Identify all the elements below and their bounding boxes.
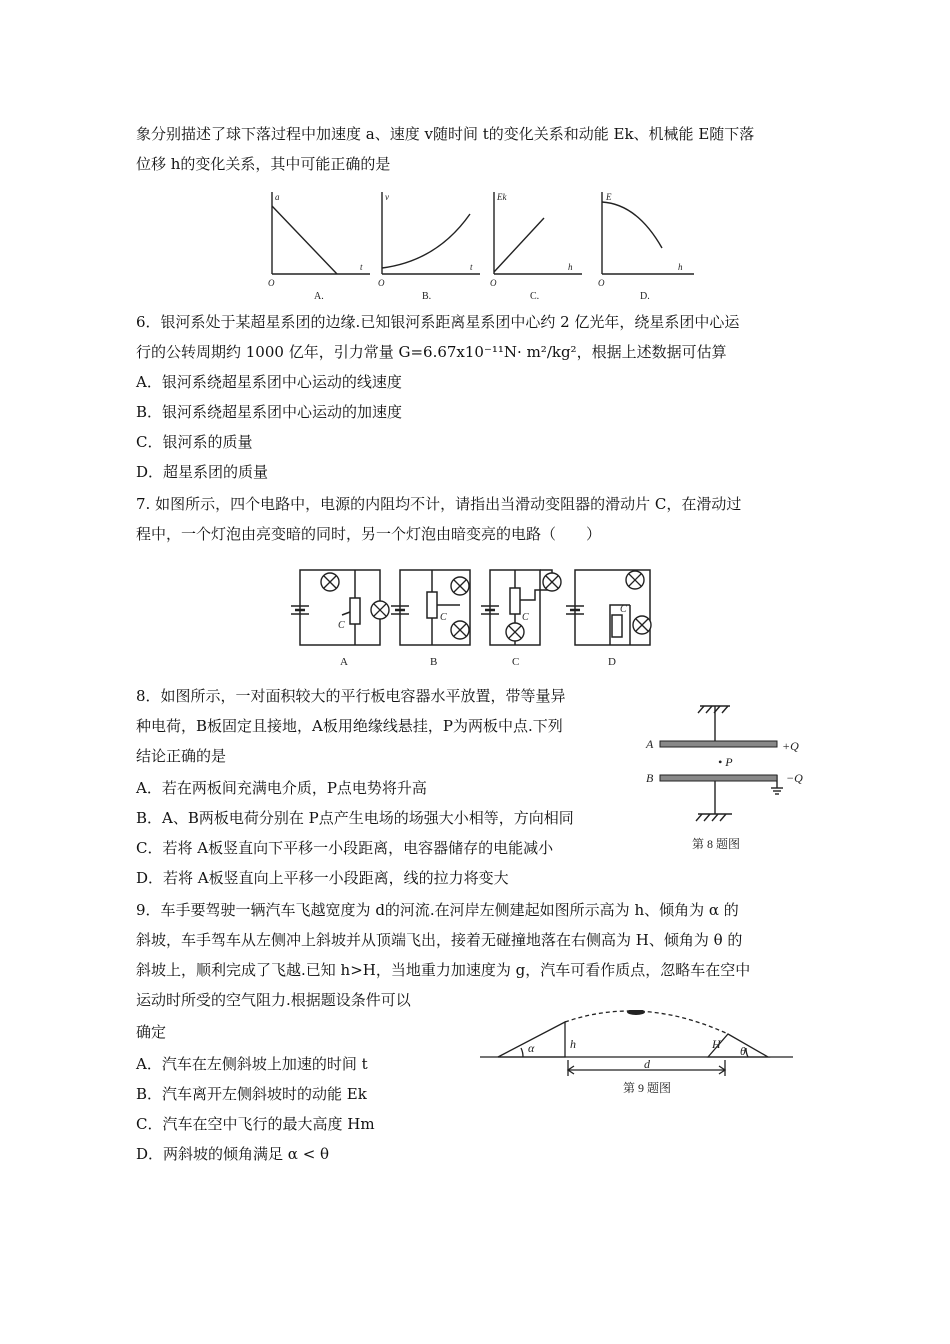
graph-b-ylabel: v xyxy=(385,192,389,202)
q9-option-d: D．两斜坡的倾角满足 α < θ xyxy=(136,1145,330,1163)
q8-option-b: B．A、B两板电荷分别在 P点产生电场的场强大小相等，方向相同 xyxy=(136,809,574,827)
height-h-label: h xyxy=(570,1037,576,1051)
q9-text-line4: 运动时所受的空气阻力.根据题设条件可以 xyxy=(136,991,411,1009)
q6-option-a: A．银河系绕超星系团中心运动的线速度 xyxy=(136,373,402,391)
q9-text-line3: 斜坡上，顺利完成了飞越.已知 h>H，当地重力加速度为 g，汽车可看作质点，忽略车在空中 xyxy=(136,961,751,979)
q8-text-line1: 8．如图所示，一对面积较大的平行板电容器水平放置，带等量异 xyxy=(136,687,566,705)
circuit-a-label: A xyxy=(340,656,348,668)
graph-c-ylabel: Ek xyxy=(497,192,507,202)
q6-text-line1: 6．银河系处于某超星系团的边缘.已知银河系距离星系团中心约 2 亿光年，绕星系团中心运 xyxy=(136,313,740,331)
graph-a-label: A. xyxy=(314,291,324,302)
circuit-c-slider-label: C xyxy=(522,612,529,623)
q7-text-line2: 程中，一个灯泡由亮变暗的同时，另一个灯泡由暗变亮的电路（ ） xyxy=(136,525,602,543)
q7-circuits-figure xyxy=(290,560,670,675)
graph-d-origin: O xyxy=(598,278,605,288)
circuit-b-slider-label: C xyxy=(440,612,447,623)
q9-option-c: C．汽车在空中飞行的最大高度 Hm xyxy=(136,1115,375,1133)
graph-b-origin: O xyxy=(378,278,385,288)
q8-figure-caption: 第 8 题图 xyxy=(692,837,741,851)
graph-d-curve xyxy=(602,202,662,248)
plate-a-label: A xyxy=(646,737,654,751)
charge-plus-label: +Q xyxy=(782,739,799,753)
q6-option-c: C．银河系的质量 xyxy=(136,433,253,451)
q8-text-line3: 结论正确的是 xyxy=(136,747,227,765)
q5-text-line2: 位移 h的变化关系，其中可能正确的是 xyxy=(136,155,391,173)
plate-b xyxy=(660,775,777,781)
circuit-b-label: B xyxy=(430,656,438,668)
graph-b-label: B. xyxy=(422,291,432,302)
circuit-d-label: D xyxy=(608,656,616,668)
circuit-a-slider-label: C xyxy=(338,620,345,631)
q8-capacitor-figure xyxy=(640,696,830,861)
q9-option-b: B．汽车离开左侧斜坡时的动能 Ek xyxy=(136,1085,367,1103)
q6-text-line2: 行的公转周期约 1000 亿年，引力常量 G=6.67x10⁻¹¹N· m²/kg²，根据上述数据可估算 xyxy=(136,343,727,361)
graph-d-ylabel: E xyxy=(606,192,612,202)
q6-option-d: D．超星系团的质量 xyxy=(136,463,269,481)
point-p-label: • P xyxy=(718,755,733,769)
graph-c-label: C. xyxy=(530,291,540,302)
graph-b-curve xyxy=(382,214,470,268)
width-d-label: d xyxy=(644,1057,650,1071)
q7-text-line1: 7. 如图所示，四个电路中，电源的内阻均不计，请指出当滑动变阻器的滑动片 C，在滑动过 xyxy=(136,495,742,513)
graph-d-label: D. xyxy=(640,291,650,302)
graph-a-xlabel: t xyxy=(360,262,363,272)
plate-b-label: B xyxy=(646,771,654,785)
car-icon xyxy=(627,1010,645,1015)
q9-jump-figure xyxy=(478,1010,798,1100)
graph-c-xlabel: h xyxy=(568,262,573,272)
q9-text-line1: 9．车手要驾驶一辆汽车飞越宽度为 d的河流.在河岸左侧建起如图所示高为 h、倾角为 α 的 xyxy=(136,901,739,919)
q8-option-d: D．若将 A板竖直向上平移一小段距离，线的拉力将变大 xyxy=(136,869,509,887)
graph-b-xlabel: t xyxy=(470,262,473,272)
charge-minus-label: −Q xyxy=(786,771,803,785)
circuit-d-slider-label: C xyxy=(620,604,627,615)
q9-text-line5: 确定 xyxy=(136,1023,167,1041)
graph-c-origin: O xyxy=(490,278,497,288)
q8-option-a: A．若在两板间充满电介质，P点电势将升高 xyxy=(136,779,427,797)
circuit-c-label: C xyxy=(512,656,520,668)
angle-alpha-label: α xyxy=(528,1041,535,1055)
graph-a-ylabel: a xyxy=(275,192,280,202)
angle-theta-label: θ xyxy=(740,1044,746,1058)
q8-option-c: C．若将 A板竖直向下平移一小段距离，电容器储存的电能减小 xyxy=(136,839,554,857)
q9-figure-caption: 第 9 题图 xyxy=(623,1081,672,1095)
plate-a xyxy=(660,741,777,747)
graph-a-origin: O xyxy=(268,278,275,288)
q9-option-a: A．汽车在左侧斜坡上加速的时间 t xyxy=(136,1055,368,1073)
q8-text-line2: 种电荷，B板固定且接地，A板用绝缘线悬挂，P为两板中点.下列 xyxy=(136,717,563,735)
q9-text-line2: 斜坡，车手驾车从左侧冲上斜坡并从顶端飞出，接着无碰撞地落在右侧高为 H、倾角为 θ 的 xyxy=(136,931,743,949)
graph-a-curve xyxy=(272,206,337,274)
graph-c-curve xyxy=(494,218,544,272)
q6-option-b: B．银河系绕超星系团中心运动的加速度 xyxy=(136,403,403,421)
graph-d-xlabel: h xyxy=(678,262,683,272)
q5-text-line1: 象分别描述了球下落过程中加速度 a、速度 v随时间 t的变化关系和动能 Ek、机械能 E随下落 xyxy=(136,125,755,143)
height-H-label: H xyxy=(712,1037,721,1051)
q5-graphs-figure xyxy=(262,186,702,306)
